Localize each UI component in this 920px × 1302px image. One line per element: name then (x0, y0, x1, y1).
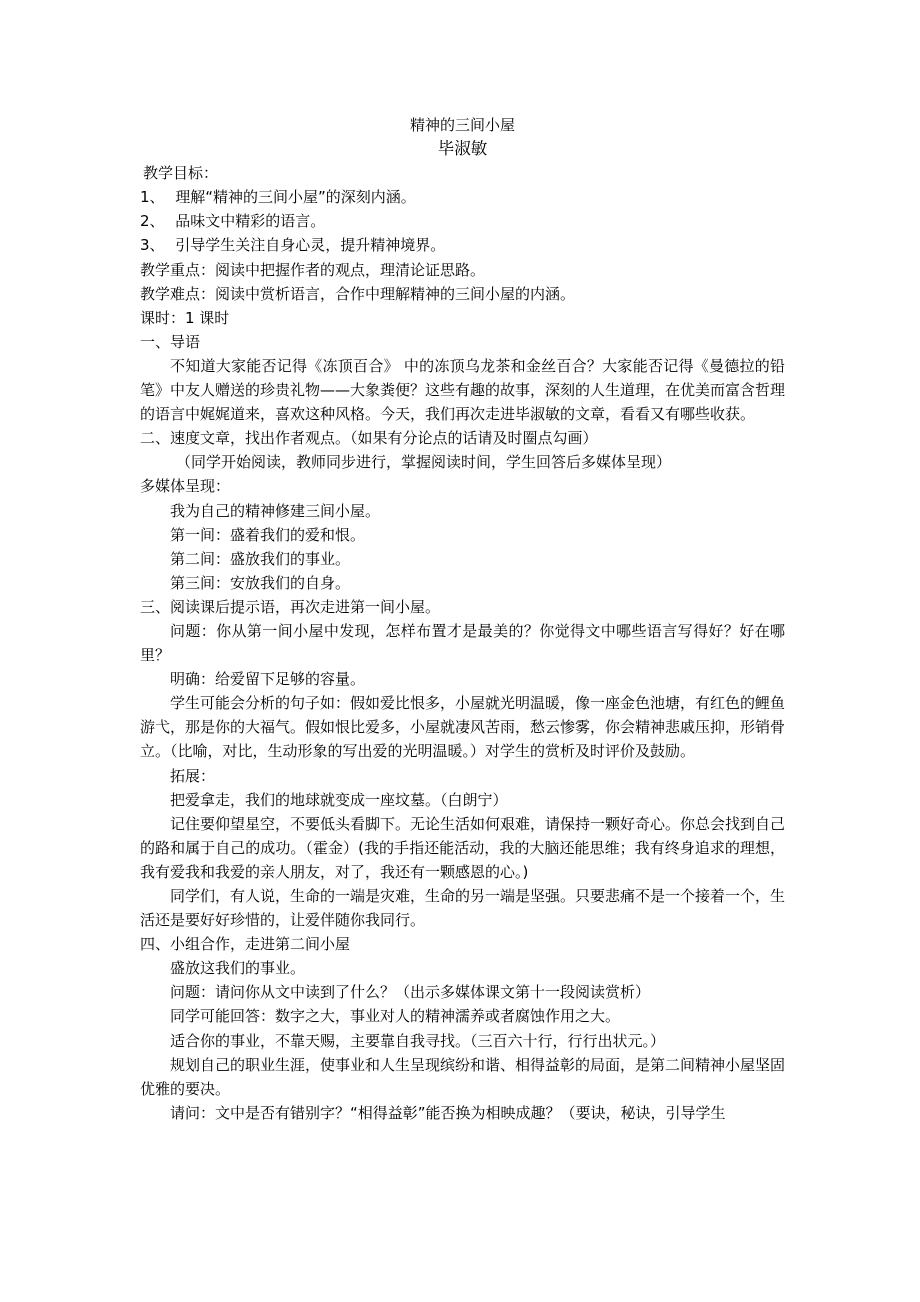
objective-text: 引导学生关注自身心灵，提升精神境界。 (175, 236, 446, 255)
section-4-line: 同学可能回答：数字之大，事业对人的精神濡养或者腐蚀作用之大。 (170, 1007, 621, 1026)
section-2-heading: 二、速度文章，找出作者观点。（如果有分论点的话请及时圈点勾画） (140, 429, 598, 448)
media-heading: 多媒体呈现： (140, 477, 231, 496)
section-3-quote: 把爱拿走，我们的地球就变成一座坟墓。（白朗宁） (170, 790, 508, 809)
document-title: 精神的三间小屋 (409, 116, 515, 134)
objective-item (140, 185, 785, 209)
section-4-line: 问题：请问你从文中读到了什么？（出示多媒体课文第十一段阅读赏析） (170, 983, 651, 1002)
class-hours: 课时：1 课时 (140, 308, 230, 327)
media-line: 第三间：安放我们的自身。 (170, 573, 351, 592)
objective-text: 理解“精神的三间小屋”的深刻内涵。 (175, 188, 416, 207)
section-3-heading: 三、阅读课后提示语，再次走进第一间小屋。 (140, 597, 441, 616)
document-author: 毕淑敏 (437, 139, 488, 159)
document-page (140, 113, 785, 1125)
objective-item (140, 209, 785, 233)
media-line: 我为自己的精神修建三间小屋。 (170, 501, 381, 520)
section-3-clarify: 明确：给爱留下足够的容量。 (170, 670, 366, 689)
section-3-analysis: 学生可能会分析的句子如：假如爱比恨多，小屋就光明温暖，像一座金色池塘，有红色的鲤鱼游弋，那是你的大福气。假如恨比爱多，小屋就凄风苦雨，愁云惨雾，你会精神悲戚压抑，形销骨立。（比喻，对比，生动形象的写出爱的光明温暖。）对学生的赏析及时评价及鼓励。 (140, 694, 786, 761)
objective-number: 3、 (140, 236, 165, 255)
objective-number: 1、 (140, 188, 165, 207)
section-1-heading: 一、导语 (140, 332, 201, 351)
section-3-quote: 记住要仰望星空，不要低头看脚下。无论生活如何艰难，请保持一颗好奇心。你总会找到自己的路和属于自己的成功。（霍金）(我的手指还能活动，我的大脑还能思维；我有终身追求的理想，我有爱我和我爱的亲人朋友，对了，我还有一颗感恩的心。) (140, 814, 786, 881)
section-4-line: 适合你的事业，不靠天赐，主要靠自我寻找。（三百六十行，行行出状元。） (170, 1031, 666, 1050)
objective-number: 2、 (140, 212, 165, 231)
section-2-note: （同学开始阅读，教师同步进行，掌握阅读时间，学生回答后多媒体呈现） (176, 453, 672, 472)
section-3-question: 问题：你从第一间小屋中发现，怎样布置才是最美的？你觉得文中哪些语言写得好？好在哪里？ (140, 621, 785, 665)
section-4-question: 请问：文中是否有错别字？“相得益彰”能否换为相映成趣？（要诀，秘诀，引导学生 (170, 1103, 726, 1122)
section-4-line: 盛放这我们的事业。 (170, 959, 306, 978)
difficulty: 教学难点：阅读中赏析语言，合作中理解精神的三间小屋的内涵。 (140, 284, 576, 303)
section-4-paragraph: 规划自己的职业生涯，使事业和人生呈现缤纷和谐、相得益彰的局面，是第二间精神小屋坚固优雅的要决。 (140, 1055, 786, 1098)
section-3-extend: 拓展： (170, 766, 216, 785)
section-3-closing: 同学们，有人说，生命的一端是灾难，生命的另一端是坚强。只要悲痛不是一个接着一个，生活还是要好好珍惜的，让爱伴随你我同行。 (140, 887, 786, 930)
section-1-paragraph: 不知道大家能否记得《冻顶百合》 中的冻顶乌龙茶和金丝百合？大家能否记得《曼德拉的铅笔》中友人赠送的珍贵礼物——大象粪便？这些有趣的故事，深刻的人生道理，在优美而富含哲理的语言中娓娓道来，喜欢这种风格。今天，我们再次走进毕淑敏的文章，看看又有哪些收获。 (140, 356, 786, 424)
media-line: 第一间：盛着我们的爱和恨。 (170, 525, 366, 544)
objectives-heading: 教学目标： (143, 164, 219, 183)
objective-item (140, 233, 785, 257)
media-line: 第二间：盛放我们的事业。 (170, 549, 351, 568)
section-4-heading: 四、小组合作，走进第二间小屋 (140, 935, 351, 954)
objective-text: 品味文中精彩的语言。 (175, 212, 326, 231)
key-point: 教学重点：阅读中把握作者的观点，理清论证思路。 (140, 260, 486, 279)
